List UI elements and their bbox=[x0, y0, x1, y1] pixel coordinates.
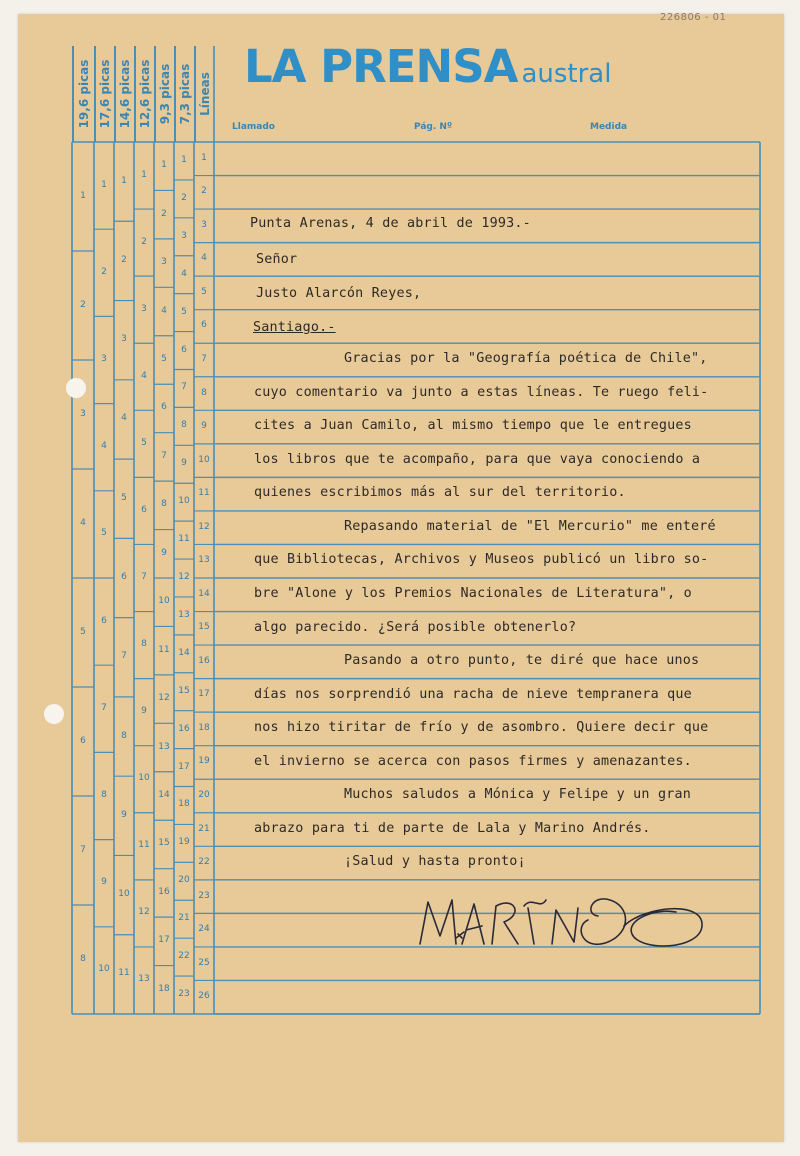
ruler-number: 17 bbox=[178, 761, 190, 772]
ruler-number: 6 bbox=[121, 572, 127, 582]
ruler-number: 23 bbox=[178, 989, 190, 1000]
ruler-number: 13 bbox=[138, 974, 150, 985]
ruler-number: 11 bbox=[178, 534, 190, 545]
ruler-number: 2 bbox=[201, 186, 207, 197]
ruler-number: 10 bbox=[178, 496, 190, 507]
ruler-number: 20 bbox=[178, 875, 190, 886]
ruler-number: 16 bbox=[158, 886, 170, 897]
ruler-number: 1 bbox=[161, 160, 167, 171]
ruler-number: 4 bbox=[80, 517, 86, 528]
ruler-number: 1 bbox=[201, 152, 207, 163]
salutation-line: Señor bbox=[256, 252, 298, 267]
ruler-number: 8 bbox=[121, 730, 127, 741]
ruler-number: 26 bbox=[198, 991, 210, 1002]
column-header-label: 12,6 picas bbox=[138, 59, 152, 129]
ruler-number: 3 bbox=[161, 257, 167, 268]
letter-line: Gracias por la "Geografía poética de Chile", bbox=[344, 351, 708, 367]
logo-sub: austral bbox=[521, 59, 612, 89]
letter-line: cites a Juan Camilo, al mismo tiempo que le entregues bbox=[254, 418, 692, 434]
ruler-number: 2 bbox=[121, 254, 127, 265]
ruler-number: 9 bbox=[201, 421, 207, 432]
letter-line: quienes escribimos más al sur del territorio. bbox=[254, 485, 626, 501]
letter-line: ¡Salud y hasta pronto¡ bbox=[344, 854, 526, 870]
ruler-number: 8 bbox=[80, 953, 86, 964]
ruler-number: 23 bbox=[198, 890, 210, 901]
letter-line: los libros que te acompaño, para que vaya conociendo a bbox=[254, 451, 701, 467]
ruler-number: 14 bbox=[158, 790, 170, 800]
ruler-number: 10 bbox=[158, 596, 170, 607]
ruler-number: 1 bbox=[181, 154, 187, 165]
ruler-number: 8 bbox=[181, 420, 187, 431]
ruler-number: 7 bbox=[101, 702, 107, 713]
ruler-number: 7 bbox=[141, 572, 147, 582]
field-llamado: Llamado bbox=[232, 122, 275, 132]
ruler-number: 1 bbox=[101, 179, 107, 190]
recipient-city: Santiago.- bbox=[253, 320, 336, 335]
punch-hole bbox=[66, 378, 86, 398]
letter-line: que Bibliotecas, Archivos y Museos publicó un libro so- bbox=[254, 552, 709, 568]
ruler-number: 2 bbox=[101, 266, 107, 277]
ruler-number: 5 bbox=[161, 354, 167, 364]
ruler-number: 3 bbox=[141, 303, 147, 314]
ruler-number: 10 bbox=[198, 454, 210, 465]
date-line: Punta Arenas, 4 de abril de 1993.- bbox=[250, 216, 531, 231]
ruler-number: 5 bbox=[141, 437, 147, 448]
ruler-number: 12 bbox=[178, 572, 190, 582]
ruler-number: 17 bbox=[158, 935, 170, 946]
ruler-number: 4 bbox=[141, 370, 147, 381]
ruler-number: 9 bbox=[121, 809, 127, 820]
ruler-number: 18 bbox=[198, 722, 210, 733]
ruler-number: 2 bbox=[80, 299, 86, 310]
ruler-number: 17 bbox=[198, 689, 210, 700]
ruler-number: 11 bbox=[118, 968, 130, 979]
recipient-name: Justo Alarcón Reyes, bbox=[256, 286, 422, 301]
ruler-number: 9 bbox=[101, 877, 107, 888]
ruler-number: 7 bbox=[161, 450, 167, 461]
letter-line: Muchos saludos a Mónica y Felipe y un gran bbox=[344, 787, 691, 803]
ruler-number: 15 bbox=[178, 685, 190, 696]
ruler-number: 4 bbox=[161, 305, 167, 316]
ruler-number: 9 bbox=[161, 547, 167, 558]
ruler-number: 6 bbox=[201, 320, 207, 331]
ruler-number: 5 bbox=[101, 528, 107, 539]
ruler-number: 6 bbox=[80, 735, 86, 746]
ruler-number: 1 bbox=[80, 190, 86, 201]
ruler-number: 18 bbox=[178, 799, 190, 810]
ruler-number: 14 bbox=[198, 588, 210, 599]
ruler-number: 13 bbox=[158, 741, 170, 752]
ruler-number: 9 bbox=[181, 458, 187, 469]
field-pag: Pág. Nº bbox=[414, 122, 453, 132]
column-header-label: 19,6 picas bbox=[77, 59, 91, 129]
letter-line: el invierno se acerca con pasos firmes y amenazantes. bbox=[254, 753, 692, 769]
ruler-number: 24 bbox=[198, 924, 210, 935]
ruler-number: 11 bbox=[158, 644, 170, 655]
ruler-number: 21 bbox=[198, 823, 210, 834]
ruler-number: 16 bbox=[198, 655, 210, 666]
ruler-number: 25 bbox=[198, 957, 210, 968]
ruler-number: 21 bbox=[178, 913, 190, 924]
field-medida: Medida bbox=[590, 122, 628, 132]
ruler-number: 4 bbox=[201, 253, 207, 264]
archive-reference: 226806 - 01 bbox=[660, 12, 727, 23]
ruler-number: 7 bbox=[121, 651, 127, 662]
ruler-number: 3 bbox=[181, 230, 187, 241]
ruler-number: 10 bbox=[98, 964, 110, 975]
ruler-number: 5 bbox=[121, 492, 127, 503]
ruler-number: 16 bbox=[178, 723, 190, 734]
ruler-number: 19 bbox=[178, 837, 190, 848]
letter-line: nos hizo tiritar de frío y de asombro. Quiere decir que bbox=[254, 720, 709, 736]
ruler-number: 5 bbox=[181, 306, 187, 317]
ruler-number: 3 bbox=[121, 334, 127, 345]
ruler-number: 8 bbox=[161, 499, 167, 510]
ruler-number: 2 bbox=[161, 208, 167, 219]
column-header-label: 9,3 picas bbox=[158, 63, 172, 125]
ruler-number: 12 bbox=[158, 693, 170, 704]
column-header-label: 14,6 picas bbox=[118, 59, 132, 129]
ruler-number: 11 bbox=[138, 840, 150, 851]
ruler-number: 2 bbox=[181, 192, 187, 203]
ruler-number: 9 bbox=[141, 706, 147, 717]
letter-line: Repasando material de "El Mercurio" me enteré bbox=[344, 518, 716, 534]
ruler-number: 12 bbox=[138, 907, 150, 918]
ruler-number: 1 bbox=[121, 175, 127, 186]
ruler-number: 3 bbox=[201, 219, 207, 230]
ruler-number: 3 bbox=[101, 354, 107, 364]
ruler-number: 14 bbox=[178, 647, 190, 658]
ruler-number: 4 bbox=[181, 268, 187, 279]
ruler-number: 20 bbox=[198, 790, 210, 800]
ruler-number: 6 bbox=[101, 615, 107, 626]
letter-line: cuyo comentario va junto a estas líneas. Te ruego feli- bbox=[254, 384, 709, 400]
column-header-label: Líneas bbox=[198, 72, 212, 116]
ruler-number: 5 bbox=[80, 626, 86, 637]
ruler-number: 22 bbox=[198, 857, 210, 868]
ruler-number: 6 bbox=[181, 344, 187, 355]
ruler-number: 6 bbox=[141, 504, 147, 515]
ruler-number: 10 bbox=[138, 773, 150, 784]
ruler-number: 15 bbox=[198, 622, 210, 633]
ruler-number: 11 bbox=[198, 488, 210, 499]
ruler-number: 10 bbox=[118, 889, 130, 900]
ruler-number: 6 bbox=[161, 402, 167, 413]
ruler-number: 7 bbox=[201, 354, 207, 364]
ruler-number: 1 bbox=[141, 169, 147, 180]
ruler-number: 7 bbox=[80, 844, 86, 855]
ruler-number: 4 bbox=[101, 441, 107, 452]
letter-line: algo parecido. ¿Será posible obtenerlo? bbox=[254, 619, 577, 635]
ruler-number: 13 bbox=[198, 555, 210, 566]
letter-line: abrazo para ti de parte de Lala y Marino Andrés. bbox=[254, 820, 651, 836]
ruler-number: 18 bbox=[158, 983, 170, 994]
letter-line: bre "Alone y los Premios Nacionales de Literatura", o bbox=[254, 586, 692, 601]
column-header-label: 7,3 picas bbox=[178, 63, 192, 125]
logo-main: LA PRENSA bbox=[244, 40, 518, 93]
column-header-label: 17,6 picas bbox=[98, 59, 112, 129]
ruler-number: 4 bbox=[121, 413, 127, 424]
letter-line: días nos sorprendió una racha de nieve tempranera que bbox=[254, 686, 692, 702]
ruler-number: 15 bbox=[158, 838, 170, 849]
ruler-number: 5 bbox=[201, 286, 207, 297]
ruler-number: 8 bbox=[101, 790, 107, 800]
ruler-number: 7 bbox=[181, 382, 187, 393]
ruler-number: 19 bbox=[198, 756, 210, 767]
letter-line: Pasando a otro punto, te diré que hace unos bbox=[344, 653, 700, 669]
ruler-number: 8 bbox=[141, 639, 147, 650]
ruler-number: 8 bbox=[201, 387, 207, 398]
ruler-number: 13 bbox=[178, 609, 190, 620]
punch-hole bbox=[44, 704, 64, 724]
ruler-number: 3 bbox=[80, 408, 86, 419]
ruler-number: 2 bbox=[141, 236, 147, 247]
ruler-number: 12 bbox=[198, 521, 210, 532]
handwritten-signature bbox=[414, 886, 714, 960]
ruler-number: 22 bbox=[178, 951, 190, 962]
